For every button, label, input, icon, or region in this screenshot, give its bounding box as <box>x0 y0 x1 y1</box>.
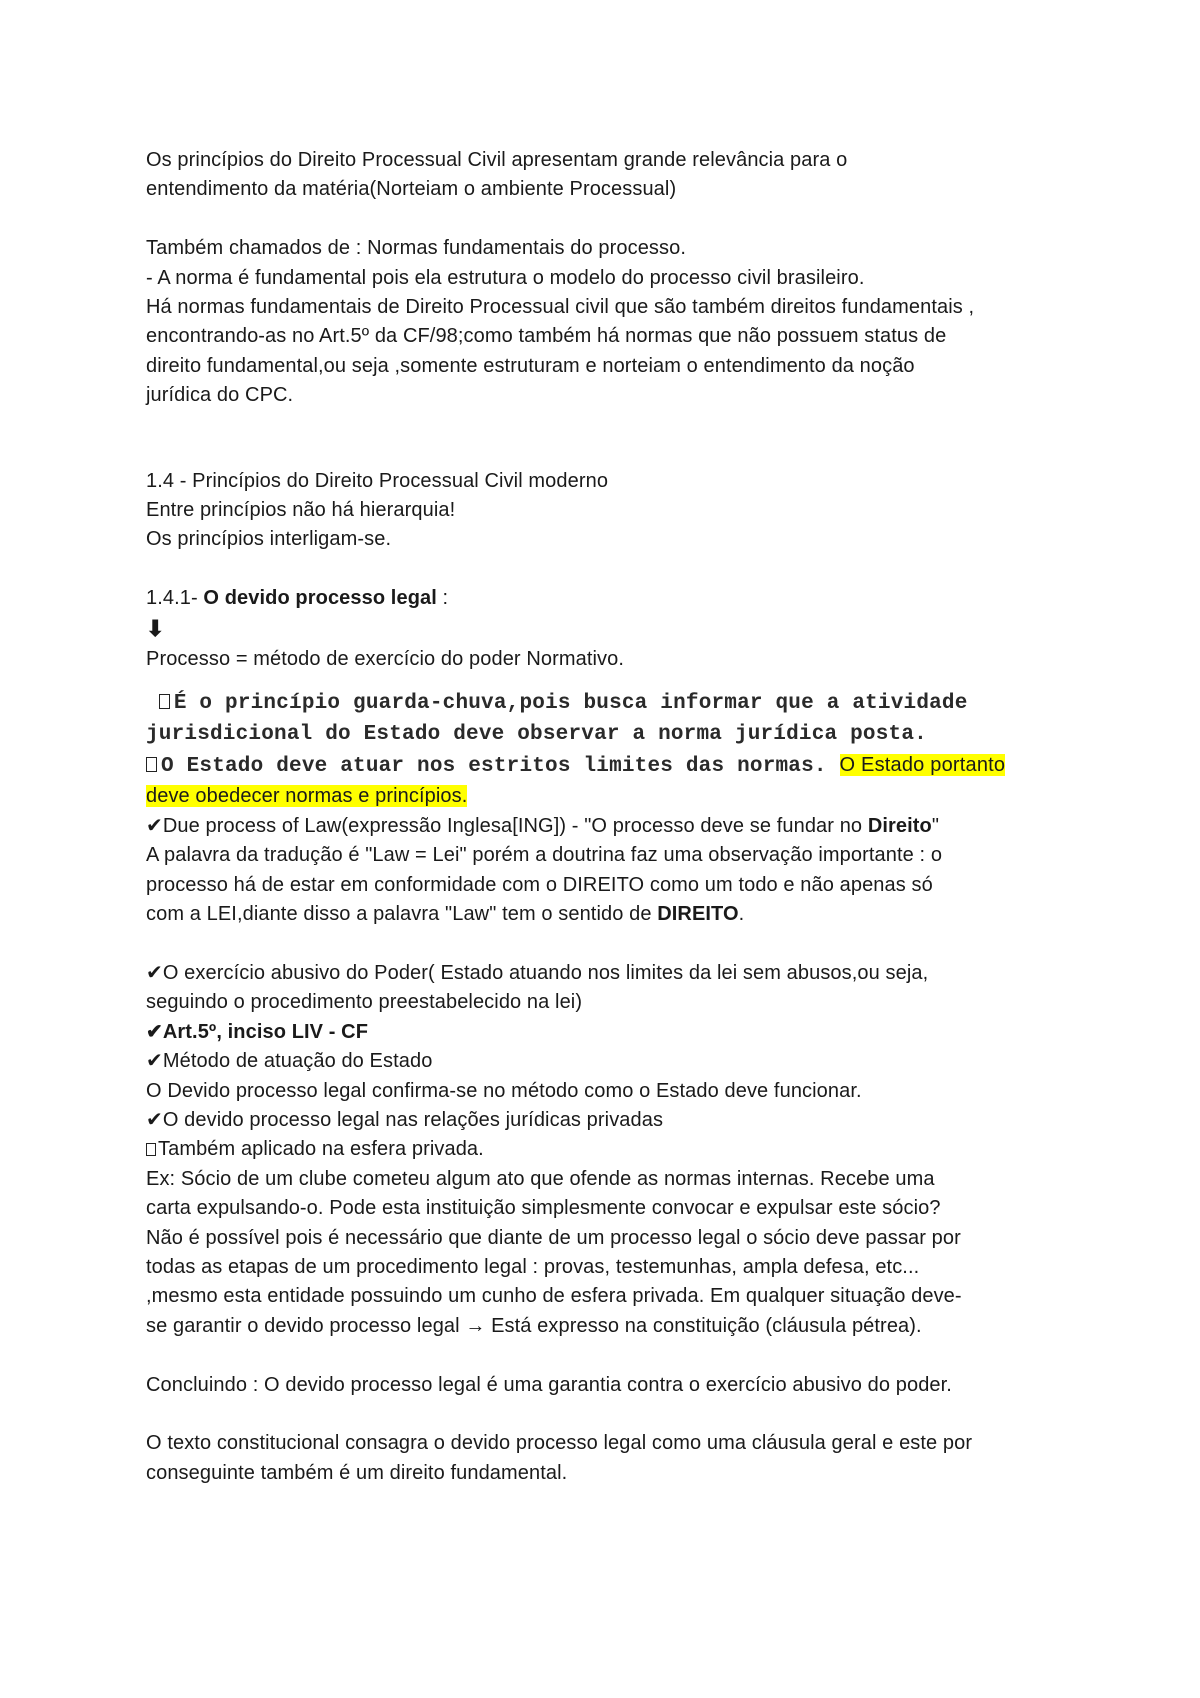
due-process-quote-end: " <box>931 814 940 837</box>
subsection-definition: Processo = método de exercício do poder Normativo. <box>146 648 625 671</box>
method-text: Método de atuação do Estado <box>162 1050 433 1073</box>
quote-line-4 <box>146 782 1086 811</box>
checkmark-icon: ✔ <box>146 961 163 984</box>
norms-line-3: Há normas fundamentais de Direito Processual civil que são também direitos fundamentais , <box>146 296 975 319</box>
due-process-line-4 <box>146 900 1086 929</box>
due-process-bold: DIREITO <box>657 903 739 926</box>
spacer <box>146 1341 1086 1370</box>
abuse-line-2: seguindo o procedimento preestabelecido na lei) <box>146 991 583 1014</box>
norms-line-1: Também chamados de : Normas fundamentais do processo. <box>146 237 687 260</box>
quote-block <box>146 688 1086 782</box>
norms-line-2: - A norma é fundamental pois ela estrutura o modelo do processo civil brasileiro. <box>146 266 865 289</box>
subsection-title: O devido processo legal <box>203 587 437 610</box>
article-reference <box>146 1018 1086 1047</box>
example-line-2: carta expulsando-o. Pode esta instituição simplesmente convocar e expulsar este sócio? <box>146 1197 941 1220</box>
highlighted-text: deve obedecer normas e princípios. <box>146 785 468 808</box>
missing-glyph-box-icon <box>146 757 157 772</box>
spacer <box>146 205 1086 234</box>
section-line-2: Os princípios interligam-se. <box>146 528 392 551</box>
example-line-6: se garantir o devido processo legal → Está expresso na constituição (cláusula pétrea). <box>146 1314 922 1337</box>
quote-line-3 <box>146 750 1086 782</box>
spacer <box>146 930 1086 959</box>
checkmark-icon: ✔ <box>146 1108 163 1131</box>
abuse-text: O exercício abusivo do Poder( Estado atuando nos limites da lei sem abusos,ou seja, <box>162 961 929 984</box>
method-line <box>146 1047 1086 1076</box>
due-process-text: com a LEI,diante disso a palavra "Law" tem o sentido de <box>146 903 658 926</box>
quote-line-2: jurisdicional do Estado deve observar a norma jurídica posta. <box>146 723 927 747</box>
conclusion-line: Concluindo : O devido processo legal é uma garantia contra o exercício abusivo do poder. <box>146 1373 952 1396</box>
subsection-number: 1.4.1- <box>146 587 204 610</box>
highlighted-text: O Estado portanto <box>839 754 1006 777</box>
spacer <box>146 411 1086 467</box>
quote-text-1: É o princípio guarda-chuva,pois busca informar que a atividade <box>173 692 968 716</box>
section-title: 1.4 - Princípios do Direito Processual Civil moderno <box>146 469 609 492</box>
checkmark-icon: ✔ <box>146 1020 163 1043</box>
intro-line-2: entendimento da matéria(Norteiam o ambiente Processual) <box>146 178 677 201</box>
spacer <box>146 555 1086 584</box>
final-line-2: conseguinte também é um direito fundamental. <box>146 1461 568 1484</box>
checkmark-icon: ✔ <box>146 814 163 837</box>
intro-line-1: Os princípios do Direito Processual Civil apresentam grande relevância para o <box>146 149 848 171</box>
subsection-colon: : <box>436 587 449 610</box>
due-process-bold: Direito <box>867 814 932 837</box>
section-line-1: Entre princípios não há hierarquia! <box>146 499 456 522</box>
norms-line-5: direito fundamental,ou seja ,somente estruturam e norteiam o entendimento da noção <box>146 354 915 377</box>
norms-line-6: jurídica do CPC. <box>146 384 294 407</box>
due-process-line-3: processo há de estar em conformidade com o DIREITO como um todo e não apenas só <box>146 873 933 896</box>
due-process-line-1 <box>146 812 1086 841</box>
applied-line <box>146 1135 1086 1164</box>
norms-line-4: encontrando-as no Art.5º da CF/98;como também há normas que não possuem status de <box>146 325 947 348</box>
quote-text-3: O Estado deve atuar nos estritos limites das normas. <box>161 755 840 779</box>
example-line-4: todas as etapas de um procedimento legal : provas, testemunhas, ampla defesa, etc... <box>146 1255 920 1278</box>
checkmark-icon: ✔ <box>146 1050 163 1073</box>
due-process-period: . <box>738 903 745 926</box>
example-line-5: ,mesmo esta entidade possuindo um cunho de esfera privada. Em qualquer situação deve- <box>146 1285 962 1308</box>
arrow-line <box>146 614 1086 645</box>
applied-text: Também aplicado na esfera privada. <box>158 1138 484 1161</box>
missing-glyph-box-icon <box>159 694 170 709</box>
private-line <box>146 1106 1086 1135</box>
down-arrow-icon: ⬇ <box>146 615 165 641</box>
missing-glyph-box-icon <box>146 1143 156 1156</box>
abuse-line-1 <box>146 959 1086 988</box>
spacer <box>146 1400 1086 1429</box>
subsection-heading <box>146 584 1086 613</box>
private-text: O devido processo legal nas relações jurídicas privadas <box>162 1108 664 1131</box>
final-line-1: O texto constitucional consagra o devido processo legal como uma cláusula geral e este por <box>146 1432 973 1455</box>
confirm-line: O Devido processo legal confirma-se no método como o Estado deve funcionar. <box>146 1079 862 1102</box>
quote-line-1 <box>146 688 1086 719</box>
example-line-1: Ex: Sócio de um clube cometeu algum ato que ofende as normas internas. Recebe uma <box>146 1167 935 1190</box>
due-process-text: Due process of Law(expressão Inglesa[ING]) - "O processo deve se fundar no <box>162 814 868 837</box>
due-process-line-2: A palavra da tradução é "Law = Lei" porém a doutrina faz uma observação importante : o <box>146 844 943 867</box>
document-body <box>146 146 1086 1488</box>
example-line-3: Não é possível pois é necessário que diante de um processo legal o sócio deve passar por <box>146 1226 961 1249</box>
article-text: Art.5º, inciso LIV - CF <box>162 1020 369 1043</box>
